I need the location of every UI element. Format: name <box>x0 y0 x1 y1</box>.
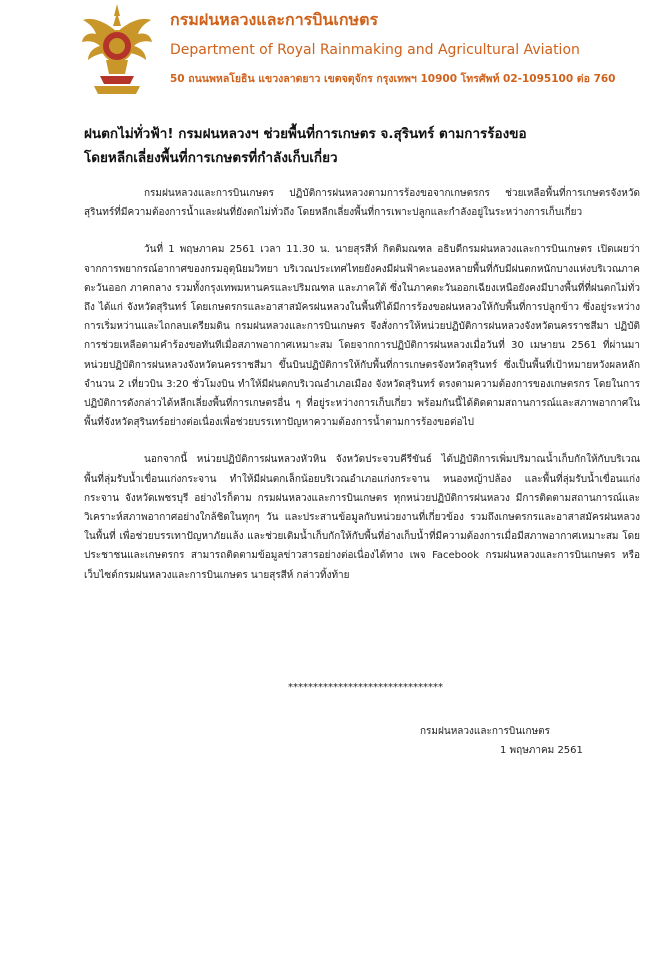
headline-line-1: ฝนตกไม่ทั่วฟ้า! กรมฝนหลวงฯ ช่วยพื้นที่การเกษตร จ.สุรินทร์ ตามการร้องขอ <box>84 126 527 142</box>
separator-stars: ******************************* <box>288 682 443 693</box>
org-name-thai: กรมฝนหลวงและการบินเกษตร <box>170 10 379 29</box>
org-name-english: Department of Royal Rainmaking and Agricultural Aviation <box>170 42 580 58</box>
press-headline <box>84 122 644 170</box>
letterhead <box>0 0 671 100</box>
signoff-date: 1 พฤษภาคม 2561 <box>500 745 583 756</box>
org-address: 50 ถนนพหลโยธิน แขวงลาดยาว เขตจตุจักร กรุงเทพฯ 10900 โทรศัพท์ 02-1095100 ต่อ 760 <box>170 73 616 85</box>
paragraph-huahin-operation: นอกจากนี้ หน่วยปฏิบัติการฝนหลวงหัวหิน จังหวัดประจวบคีรีขันธ์ ได้ปฏิบัติการเพิ่มปริมาณน้ำเก็บกักให้กับบริเวณพื้นที่ลุ่มรับน้ำเขื่อนแก่งกระจาน ทำให้มีฝนตกเล็กน้อยบริเวณอำเภอแก่งกระจาน หนองหญ้าปล้อง และพื้นที่ลุ่มรับน้ำเขื่อนแก่งกระจาน จังหวัดเพชรบุรี อย่างไรก็ตาม กรมฝนหลวงและการบินเกษตร ทุกหน่วยปฏิบัติการฝนหลวง มีการติดตามสถานการณ์และวิเคราะห์สภาพอากาศอย่างใกล้ชิดในทุกๆ วัน และประสานข้อมูลกับหน่วยงานที่เกี่ยวข้อง รวมถึงเกษตรกรและอาสาสมัครฝนหลวงในพื้นที่ เพื่อช่วยบรรเทาปัญหาภัยแล้ง และช่วยเติมน้ำเก็บกักให้กับพื้นที่อ่างเก็บน้ำที่มีความต้องการเมื่อมีสภาพอากาศเหมาะสม โดยประชาชนและเกษตรกร สามารถติดตามข้อมูลข่าวสารอย่างต่อเนื่องได้ทาง เพจ Facebook กรมฝนหลวงและการบินเกษตร หรือเว็บไซต์กรมฝนหลวงและการบินเกษตร นายสุรสีห์ กล่าวทิ้งท้าย <box>84 454 640 581</box>
press-body <box>84 184 640 603</box>
department-emblem-icon <box>80 2 154 96</box>
paragraph-surin-operation: วันที่ 1 พฤษภาคม 2561 เวลา 11.30 น. นายสุรสีห์ กิตติมณฑล อธิบดีกรมฝนหลวงและการบินเกษตร เปิดเผยว่า จากการพยากรณ์อากาศของกรมอุตุนิยมวิทยา บริเวณประเทศไทยยังคงมีฝนฟ้าคะนองหลายพื้นที่กับมีฝนตกหนักบางแห่งบริเวณภาคตะวันออก ภาคกลาง รวมทั้งกรุงเทพมหานครและปริมณฑล และภาคใต้ ซึ่งในภาคตะวันออกเฉียงเหนือยังคงมีบางพื้นที่ที่ฝนตกไม่ทั่วถึง ได้แก่ จังหวัดสุรินทร์ โดยเกษตรกรและอาสาสมัครฝนหลวงในพื้นที่ได้มีการร้องขอฝนหลวงให้กับพื้นที่การปลูกข้าว ซึ่งอยู่ระหว่างการเริ่มหว่านและไถกลบเตรียมดิน กรมฝนหลวงและการบินเกษตร จึงสั่งการให้หน่วยปฏิบัติการฝนหลวงจังหวัดนครราชสีมา ปฏิบัติการช่วยเหลือตามคำร้องขอทันทีเมื่อสภาพอากาศเหมาะสม โดยจากการปฏิบัติการฝนหลวงเมื่อวันที่ 30 เมษายน 2561 ที่ผ่านมา หน่วยปฏิบัติการฝนหลวงจังหวัดนครราชสีมา ขึ้นบินปฏิบัติการให้กับพื้นที่การเกษตรจังหวัดสุรินทร์ ซึ่งเป็นพื้นที่เป้าหมายหวังผลหลัก จำนวน 2 เที่ยวบิน 3:20 ชั่วโมงบิน ทำให้มีฝนตกบริเวณอำเภอเมือง จังหวัดสุรินทร์ ตรงตามความต้องการของเกษตรกร โดยในการปฏิบัติการดังกล่าวได้หลีกเลี่ยงพื้นที่การเกษตรอื่น ๆ ที่อยู่ระหว่างการเก็บเกี่ยว พร้อมกันนี้ได้ติดตามสถานการณ์และสภาพอากาศในพื้นที่จังหวัดสุรินทร์อย่างต่อเนื่องเพื่อช่วยบรรเทาปัญหาความต้องการน้ำตามการร้องขอต่อไป <box>84 244 640 429</box>
signoff-block <box>420 722 640 760</box>
signoff-org: กรมฝนหลวงและการบินเกษตร <box>420 726 551 737</box>
paragraph-intro: กรมฝนหลวงและการบินเกษตร ปฏิบัติการฝนหลวงตามการร้องขอจากเกษตรกร ช่วยเหลือพื้นที่การเกษตรจังหวัดสุรินทร์ที่มีความต้องการน้ำและฝนที่ยังตกไม่ทั่วถึง โดยหลีกเลี่ยงพื้นที่การเพาะปลูกและกำลังอยู่ในระหว่างการเก็บเกี่ยว <box>84 188 640 219</box>
headline-line-2: โดยหลีกเลี่ยงพื้นที่การเกษตรที่กำลังเก็บเกี่ยว <box>84 150 338 166</box>
